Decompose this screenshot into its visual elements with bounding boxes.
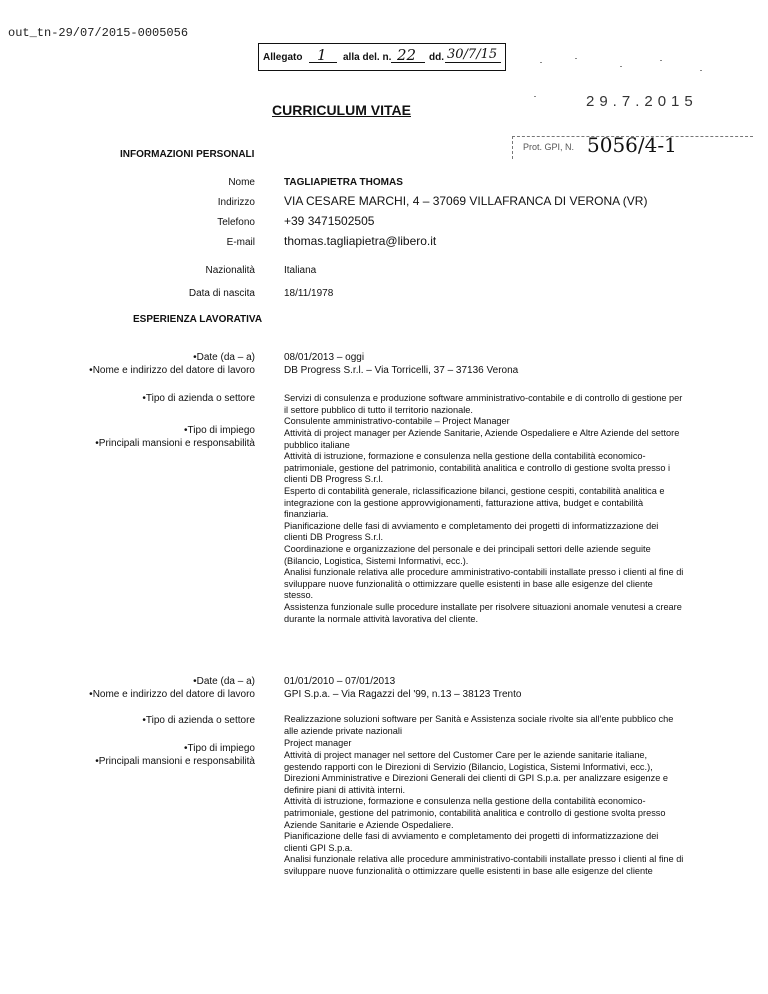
birthdate-value: 18/11/1978: [284, 288, 334, 299]
del-value: 22: [397, 46, 417, 64]
name-value: TAGLIAPIETRA THOMAS: [284, 177, 403, 188]
protocol-label: Prot. GPI, N.: [523, 142, 575, 152]
address-label: Indirizzo: [217, 197, 255, 208]
del-label: alla del. n.: [343, 52, 392, 63]
allegato-label: Allegato: [263, 52, 303, 63]
reception-date-stamp: 29.7.2015: [586, 93, 698, 110]
job1-dates-label: • Date (da – a): [25, 351, 255, 364]
job2-employer-label: • Nome e indirizzo del datore di lavoro: [78, 688, 255, 701]
job1-employer: DB Progress S.r.l. – Via Torricelli, 37 – 37136 Verona: [284, 365, 519, 376]
experience-heading: ESPERIENZA LAVORATIVA: [133, 314, 263, 325]
birthdate-label: Data di nascita: [188, 288, 255, 299]
job1-position-label: • Tipo di impiego: [25, 424, 255, 437]
job2-position-label: • Tipo di impiego: [25, 742, 255, 755]
dd-label: dd.: [429, 52, 444, 63]
job2-duties-label: • Principali mansioni e responsabilità: [25, 755, 255, 768]
nationality-value: Italiana: [284, 265, 317, 276]
protocol-number: 5056/4-1: [587, 133, 677, 157]
email-label: E-mail: [226, 237, 255, 248]
job1-sector-label: • Tipo di azienda o settore: [25, 392, 255, 405]
job1-duties: Attività di project manager per Aziende Sanitarie, Aziende Ospedaliere e Altre Aziende del settore pubblico italiane Attività di istruzione, formazione e consulenza nella gestione della contabilità economico-patrimoniale, gestione del patrimonio, contabilità analitica e controllo di gestione svolta presso i clienti DB Progress S.r.l. Esperto di contabilità generale, riclassificazione bilanci, gestione cespiti, contabilità analitica e integrazione con la gestione approvvigionamenti, fatturazione attiva, budget e contabilità finanziaria. Pianificazione delle fasi di avviamento e completamento dei progetti di informatizzazione dei clienti DB Progress S.r.l. Coordinazione e organizzazione del personale e dei principali settori delle aziende seguite (Bilancio, Logistica, Sistemi Informativi, ecc.). Analisi funzionale relativa alle procedure amministrativo-contabili installate presso i clienti al fine di sviluppare nuove funzionalità o ottimizzare quelle esistenti in base alle esigenze del cliente stesso. Assistenza funzionale sulle procedure installate per risolvere situazioni anomale venutesi a creare durante la normale attività lavorativa del cliente.: [284, 428, 684, 624]
job2-position: Project manager: [284, 738, 352, 748]
job1-employer-label: • Nome e indirizzo del datore di lavoro: [78, 364, 255, 377]
document-code: out_tn-29/07/2015-0005056: [8, 26, 189, 40]
dd-value: 30/7/15: [447, 47, 498, 62]
job1-duties-label: • Principali mansioni e responsabilità: [25, 437, 255, 450]
job2-duties: Attività di project manager nel settore del Customer Care per le aziende sanitarie italiane, gestendo rapporti con le Direzioni di Servizio (Bilancio, Logistica, Sistemi Informativi, ecc.), Direzioni Amministrative e Direzioni Generali dei clienti di GPI S.p.a. per analizzare esigenze e definire piani di attività interni. Attività di istruzione, formazione e consulenza nella gestione della contabilità economico-patrimoniale, gestione del patrimonio, contabilità analitica e controllo di gestione svolta presso Aziende Sanitarie e Aziende Ospedaliere. Pianificazione delle fasi di avviamento e completamento dei progetti di informatizzazione dei clienti GPI S.p.a. Analisi funzionale relativa alle procedure amministrativo-contabili installate presso i clienti al fine di sviluppare nuove funzionalità o ottimizzare quelle esistenti in base alle esigenze del cliente: [284, 750, 684, 876]
allegato-value: 1: [317, 46, 327, 64]
job1-dates: 08/01/2013 – oggi: [284, 352, 365, 363]
protocol-stamp: [512, 133, 753, 159]
job2-dates: 01/01/2010 – 07/01/2013: [284, 676, 396, 687]
job2-sector-label: • Tipo di azienda o settore: [25, 714, 255, 727]
nationality-label: Nazionalità: [205, 265, 255, 276]
name-label: Nome: [228, 177, 255, 188]
email-value: thomas.tagliapietra@libero.it: [284, 234, 437, 248]
page-title: CURRICULUM VITAE: [272, 102, 411, 118]
job1-sector: Servizi di consulenza e produzione software amministrativo-contabile e di controllo di gestione per il settore pubblico di tutto il territorio nazionale.: [284, 393, 683, 415]
phone-label: Telefono: [217, 217, 255, 228]
job2-dates-label: • Date (da – a): [25, 675, 255, 688]
phone-value: +39 3471502505: [284, 214, 375, 228]
job2-employer: GPI S.p.a. – Via Ragazzi del '99, n.13 – 38123 Trento: [284, 689, 522, 700]
address-value: VIA CESARE MARCHI, 4 – 37069 VILLAFRANCA DI VERONA (VR): [284, 194, 648, 208]
attachment-stamp: [258, 43, 506, 71]
personal-info-heading: INFORMAZIONI PERSONALI: [120, 149, 255, 160]
job2-sector: Realizzazione soluzioni software per Sanità e Assistenza sociale rivolte sia all'ente pubblico che alle aziende private nazionali: [284, 714, 674, 736]
job1-position: Consulente amministrativo-contabile – Project Manager: [284, 416, 510, 426]
